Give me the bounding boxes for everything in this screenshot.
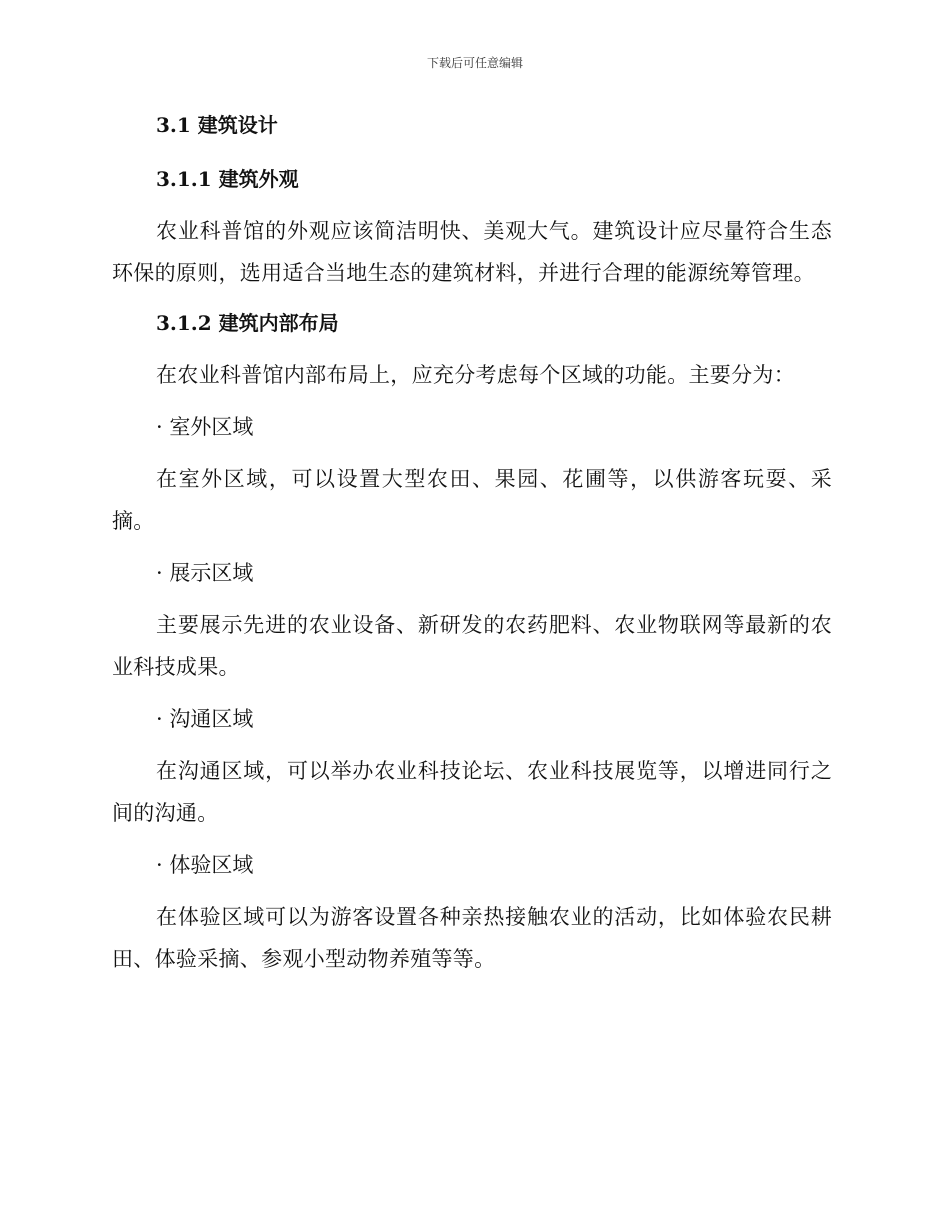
area-text-communication: 在沟通区域，可以举办农业科技论坛、农业科技展览等，以增进同行之间的沟通。 (112, 759, 832, 825)
interior-intro-paragraph: 在农业科普馆内部布局上，应充分考虑每个区域的功能。主要分为： (156, 363, 795, 387)
area-text-experience: 在体验区域可以为游客设置各种亲热接触农业的活动，比如体验农民耕田、体验采摘、参观小型动物养殖等等。 (112, 905, 832, 971)
exterior-paragraph: 农业科普馆的外观应该简洁明快、美观大气。建筑设计应尽量符合生态环保的原则，选用适合当地生态的建筑材料，并进行合理的能源统筹管理。 (112, 219, 832, 285)
area-label-experience: · 体验区域 (156, 853, 254, 877)
page-header-note: 下载后可任意编辑 (426, 56, 523, 70)
area-text-exhibition: 主要展示先进的农业设备、新研发的农药肥料、农业物联网等最新的农业科技成果。 (112, 613, 832, 679)
section-title: 3.1 建筑设计 (156, 113, 278, 137)
area-text-outdoor: 在室外区域，可以设置大型农田、果园、花圃等，以供游客玩耍、采摘。 (112, 467, 832, 533)
area-label-outdoor: · 室外区域 (156, 415, 254, 439)
subsection-title-interior-layout: 3.1.2 建筑内部布局 (156, 311, 339, 335)
document-body (112, 108, 832, 980)
subsection-title-exterior: 3.1.1 建筑外观 (156, 167, 299, 191)
area-label-exhibition: · 展示区域 (156, 561, 254, 585)
area-label-communication: · 沟通区域 (156, 707, 254, 731)
